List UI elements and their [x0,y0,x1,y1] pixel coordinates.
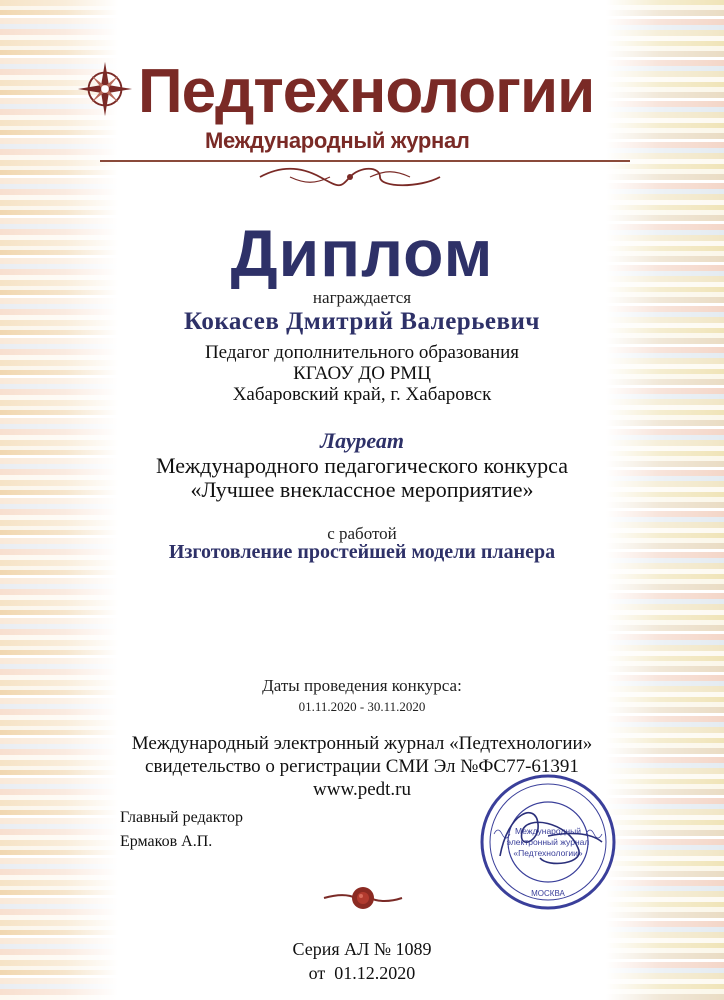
with-work-text: с работой [327,524,397,543]
awarded-text: награждается [312,288,412,307]
series-block [0,937,724,985]
recipient-organization: КГАОУ ДО РМЦ [293,363,431,384]
contest-name [0,454,724,502]
ornament-flourish-icon [250,164,450,190]
stamp-line-2: электронный журнал [506,837,590,847]
recipient-name: Кокасев Дмитрий Валерьевич [183,308,541,335]
contest-dates-label: Даты проведения конкурса: [262,676,462,695]
journal-logo [70,52,660,192]
diploma-title: Диплом [230,216,494,290]
journal-website: www.pedt.ru [313,779,411,800]
stamp-line-3: «Педтехнологии» [513,848,583,858]
recipient-position: Педагог дополнительного образования [204,342,520,363]
stamp-city: МОСКВА [531,889,565,898]
stamp-line-1: Международный [515,826,581,836]
registration-certificate: свидетельство о регистрации СМИ Эл №ФС77-61391 [145,756,579,777]
issue-date: от 01.12.2020 [308,963,416,983]
editor-name: Ермаков А.П. [120,833,213,850]
compass-rose-icon [76,60,134,118]
journal-name: Международный электронный журнал «Педтехнологии» [131,733,593,754]
wax-seal-icon [320,880,406,916]
work-title: Изготовление простейшей модели планера [168,541,556,563]
official-stamp [478,772,618,912]
header-divider [100,160,630,162]
brand-subtitle: Международный журнал [205,128,470,153]
editor-role: Главный редактор [120,809,244,826]
recipient-details [0,342,724,405]
series-number: Серия АЛ № 1089 [292,939,432,959]
editor-block [120,806,243,854]
brand-name: Педтехнологии [138,57,595,126]
award-status: Лауреат [320,428,404,453]
contest-line-2: «Лучшее внеклассное мероприятие» [190,477,534,502]
recipient-location: Хабаровский край, г. Хабаровск [232,384,492,405]
contest-line-1: Международного педагогического конкурса [156,453,568,478]
contest-dates: 01.11.2020 - 30.11.2020 [298,699,426,714]
